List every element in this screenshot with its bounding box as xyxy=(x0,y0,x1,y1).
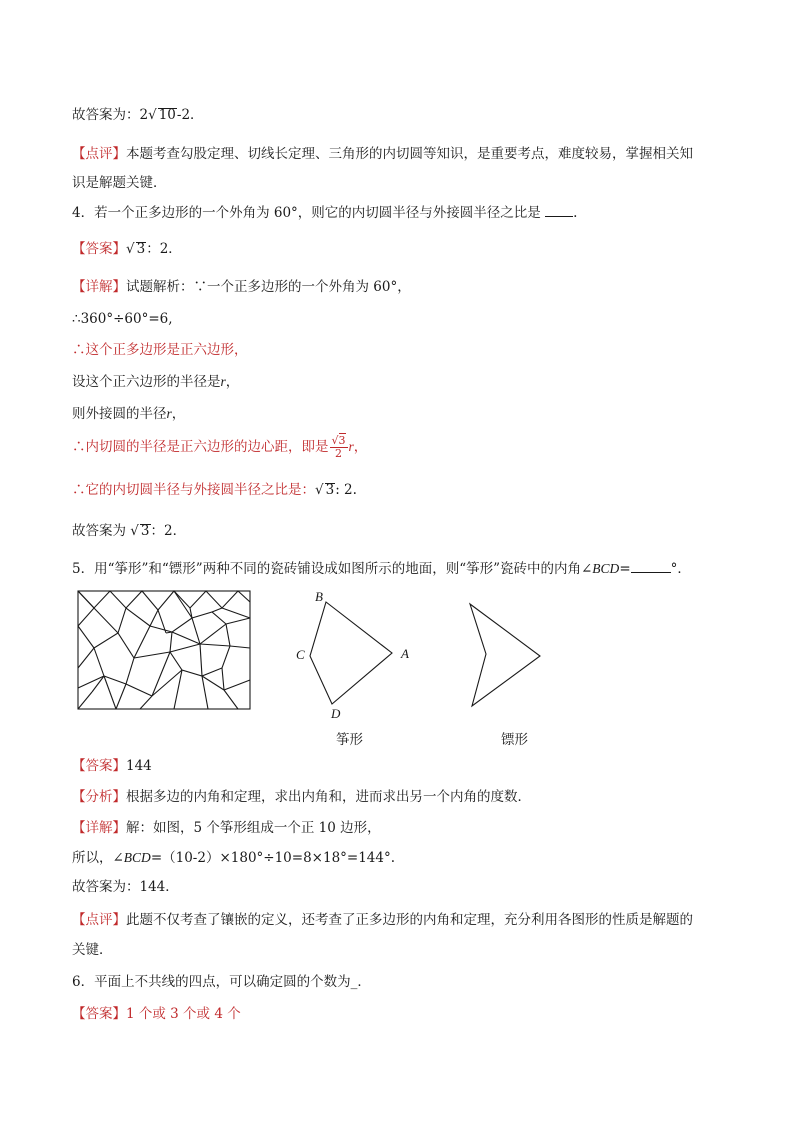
detail-text: 所以， xyxy=(72,850,113,866)
q5-question xyxy=(72,559,691,579)
label-c: C xyxy=(296,647,305,662)
detail-text: 试题解析：∵一个正多边形的一个外角为 60°， xyxy=(126,279,411,295)
q5-question-end: °． xyxy=(670,561,691,577)
q4-detail-line6 xyxy=(72,435,367,460)
prev-answer-line: 故答案为：2√ 10-2． xyxy=(72,107,204,123)
q5-answer xyxy=(72,756,152,776)
detail-text: ， xyxy=(225,374,240,390)
comment-text: 本题考查勾股定理、切线长定理、三角形的内切圆等知识，是重要考点，难度较易，掌握相关知 xyxy=(126,146,693,162)
q4-detail-line4 xyxy=(72,372,239,392)
label-d: D xyxy=(331,706,341,718)
tiling-lines xyxy=(78,591,250,709)
detail-text: ， xyxy=(171,406,186,422)
prev-comment-line2 xyxy=(72,173,167,193)
analysis-tag: 【分析】 xyxy=(72,789,126,805)
angle-bcd: ∠BCD xyxy=(112,850,151,865)
sqrt-radicand: 10 xyxy=(158,107,176,123)
detail-text: ∴它的内切圆半径与外接圆半径之比是： xyxy=(72,482,315,498)
q4-question xyxy=(72,203,577,223)
q5-question-text: 5．用“筝形”和“镖形”两种不同的瓷砖铺设成如图所示的地面，则“筝形”瓷砖中的内角 xyxy=(72,561,581,577)
q5-detail-line1 xyxy=(72,818,381,838)
caption-kite: 筝形 xyxy=(336,732,363,748)
answer-tag: 【答案】 xyxy=(72,758,126,774)
kite-shape xyxy=(310,602,392,704)
answer-tag: 【答案】 xyxy=(72,241,126,257)
final-text: ：2． xyxy=(150,523,187,539)
answer-value: 1 个或 3 个或 4 个 xyxy=(126,1006,241,1022)
frac-denominator: 2 xyxy=(335,447,342,460)
q5-detail-line2 xyxy=(72,848,395,868)
prev-answer-text: 故答案为：2 xyxy=(72,107,149,123)
q6-question-text: 6．平面上不共线的四点，可以确定圆的个数为_． xyxy=(72,974,371,990)
answer-tag: 【答案】 xyxy=(72,1006,126,1022)
final-text: 故答案为 xyxy=(72,523,126,539)
sqrt-radicand: 3 xyxy=(325,482,335,498)
q6-answer xyxy=(72,1004,241,1024)
q6-question xyxy=(72,972,371,992)
caption-dart: 镖形 xyxy=(501,732,528,748)
detail-text: 则外接圆的半径 xyxy=(72,406,167,422)
detail-text: ∴内切圆的半径是正六边形的边心距，即是 xyxy=(72,439,329,455)
analysis-text: 根据多边的内角和定理，求出内角和，进而求出另一个内角的度数． xyxy=(126,789,531,805)
q4-detail-line5 xyxy=(72,404,185,424)
q4-answer: 【答案】√ 3：2． xyxy=(72,241,182,257)
detail-text: 设这个正六边形的半径是 xyxy=(72,374,221,390)
label-a: A xyxy=(401,646,409,661)
angle-bcd: ∠BCD xyxy=(581,561,620,576)
detail-text: =（10-2）×180°÷10=8×18°=144°. xyxy=(150,850,396,866)
q5-comment-line1 xyxy=(72,910,693,930)
detail-text: 解：如图，5 个筝形组成一个正 10 边形， xyxy=(126,820,381,836)
answer-value: 144 xyxy=(126,758,152,774)
detail-text: : 2. xyxy=(335,482,357,498)
prev-comment-line1 xyxy=(72,144,693,164)
q4-question-end: . xyxy=(573,205,578,221)
q4-answer-blank xyxy=(545,216,573,217)
detail-text: ∴360°÷60°=6, xyxy=(72,311,173,327)
q5-final xyxy=(72,877,179,897)
label-b: B xyxy=(315,589,323,604)
sqrt-radicand: 3 xyxy=(140,523,150,539)
comment-text-cont: 关键． xyxy=(72,942,113,958)
q4-detail-line1 xyxy=(72,277,411,297)
detail-text: ∴这个正多边形是正六边形， xyxy=(72,342,248,358)
comment-tag: 【点评】 xyxy=(72,146,126,162)
q5-analysis xyxy=(72,787,531,807)
detail-tag: 【详解】 xyxy=(72,820,126,836)
q4-detail-line2 xyxy=(72,309,173,329)
q4-final: 故答案为 √ 3：2． xyxy=(72,523,187,539)
final-text: 故答案为：144． xyxy=(72,879,179,895)
fraction: $\frac{√3}{2}$ xyxy=(331,434,346,460)
sqrt-radicand: 3 xyxy=(136,241,146,257)
comment-tag: 【点评】 xyxy=(72,912,126,928)
prev-answer-tail: -2． xyxy=(176,107,204,123)
q5-comment-line2 xyxy=(72,940,113,960)
q5-answer-blank xyxy=(631,572,671,573)
frac-numerator: 3 xyxy=(338,434,346,447)
q4-question-text: 4．若一个正多边形的一个外角为 60°，则它的内切圆半径与外接圆半径之比是 xyxy=(72,205,541,221)
q4-detail-line7: ∴它的内切圆半径与外接圆半径之比是：√ 3: 2. xyxy=(72,482,357,498)
answer-rest: ：2． xyxy=(146,241,182,257)
dart-shape xyxy=(470,604,540,706)
var-r: r xyxy=(348,439,354,454)
comment-text-cont: 识是解题关键． xyxy=(72,175,167,191)
comment-text: 此题不仅考查了镶嵌的定义，还考查了正多边形的内角和定理，充分利用各图形的性质是解题的 xyxy=(126,912,693,928)
detail-tag: 【详解】 xyxy=(72,279,126,295)
var-r: r xyxy=(220,374,226,389)
q5-question-eq: = xyxy=(619,561,631,577)
figure-tiling xyxy=(74,588,554,718)
q4-detail-line3 xyxy=(72,340,248,360)
var-r: r xyxy=(166,406,172,421)
detail-text: ， xyxy=(353,439,368,455)
